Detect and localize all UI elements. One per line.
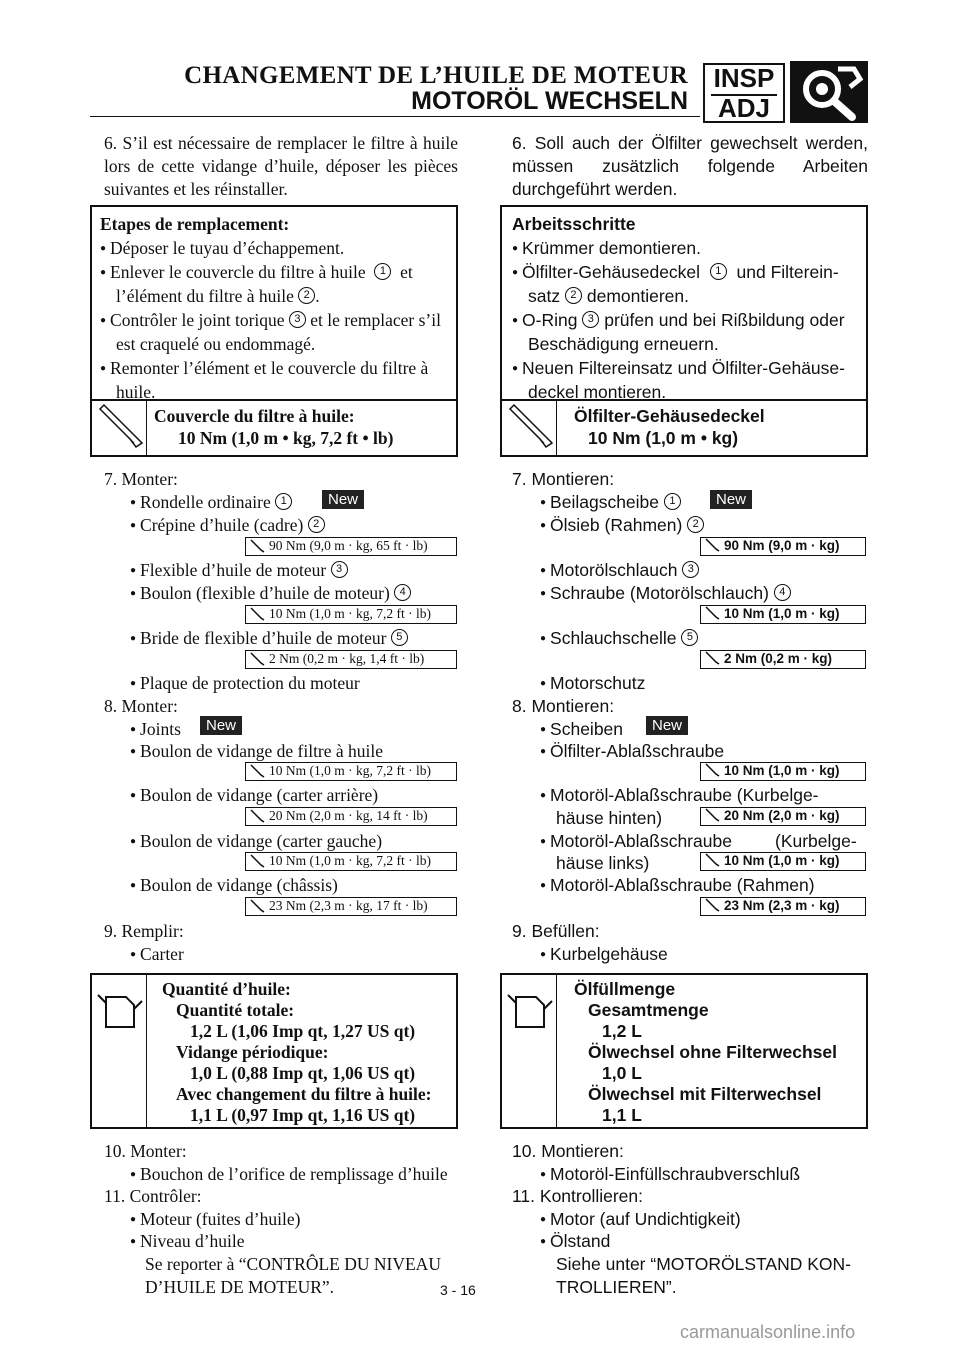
torque-badge [245, 605, 457, 624]
torque-icon [249, 539, 267, 553]
box1-item-3c-fr: est craquelé ou endommagé. [116, 334, 316, 354]
box1-item-2b-fr: et [400, 262, 413, 282]
s11-item-1-fr: ● Moteur (fuites d’huile) [130, 1208, 300, 1234]
s8-item-4c-de: häuse links) [556, 853, 650, 873]
torque-icon [249, 899, 267, 913]
step-6-fr-text: 6. S’il est nécessaire de remplacer le filtre à huile lors de cette vidange d’huile, déposer les pièces suivantes et les réinstaller. [104, 133, 458, 199]
torque-text: 90 Nm (9,0 m · kg) [724, 538, 840, 553]
callout-4: 4 [774, 584, 791, 601]
torque-text: 10 Nm (1,0 m · kg) [724, 763, 840, 778]
s11-item-2-fr: ● Niveau d’huile [130, 1230, 245, 1256]
callout-2: 2 [308, 516, 325, 533]
torque-icon [249, 809, 267, 823]
torque-text: 10 Nm (1,0 m · kg) [724, 606, 840, 621]
s7-item-5-de [540, 627, 698, 653]
s11-item-1-de: ● Motor (auf Undichtigkeit) [540, 1208, 741, 1234]
torque-badge [700, 807, 866, 826]
torque-badge [245, 537, 457, 556]
torque-wrench-icon [506, 403, 556, 453]
torque-badge [700, 762, 866, 781]
oil-line-3-de: 1,2 L [602, 1021, 642, 1041]
s9-item-de: ● Kurbelgehäuse [540, 943, 668, 969]
oil-line-4-de: Ölwechsel ohne Filterwechsel [588, 1042, 837, 1062]
box1-title-de: Arbeitsschritte [512, 214, 636, 234]
torque-icon [704, 808, 722, 822]
torque-badge [245, 807, 457, 826]
torque-wrench-icon [96, 403, 146, 453]
torque-text: 10 Nm (1,0 m · kg, 7,2 ft · lb) [269, 606, 431, 621]
step-8-de: 8. Montieren: [512, 696, 615, 716]
callout-3: 3 [289, 311, 306, 328]
oil-line-7-de: 1,1 L [602, 1105, 642, 1125]
torque-icon [704, 763, 722, 777]
replacement-steps-box-fr [90, 205, 458, 457]
oil-vdivider-fr [146, 975, 147, 1127]
s11-item-3-de: Siehe unter “MOTORÖLSTAND KON- [556, 1254, 851, 1274]
s8-item-4-de: ● Motoröl-Ablaßschraube [540, 830, 732, 856]
torque-badge [245, 897, 457, 916]
box1-item-3a-de: O-Ring [522, 310, 578, 330]
step-6-de-text: 6. Soll auch der Ölfilter gewechselt werden, müssen zusätzlich folgende Arbeiten durchgeführt werden. [512, 133, 868, 199]
oil-can-icon [96, 983, 144, 1031]
box1-item-2-fr [100, 261, 413, 287]
s7-item-4-text-de: Schraube (Motorölschlauch) [550, 583, 769, 603]
box1-item-3b-de: prüfen und bei Rißbildung oder [604, 310, 845, 330]
oil-line-7-fr: 1,1 L (0,97 Imp qt, 1,16 US qt) [190, 1105, 416, 1125]
oil-can-icon [506, 983, 554, 1031]
torque-badge [245, 852, 457, 871]
s8-item-3-fr: ● Boulon de vidange (carter arrière) [130, 784, 378, 810]
torque-text: 10 Nm (1,0 m · kg) [724, 853, 840, 868]
torque-icon [704, 538, 722, 552]
s7-item-6-de: ● Motorschutz [540, 672, 645, 698]
oil-line-2-fr: Quantité totale: [176, 1000, 295, 1020]
box1-item-2c-a-de: satz [528, 286, 561, 306]
oil-line-6-de: Ölwechsel mit Filterwechsel [588, 1084, 822, 1104]
step-8-fr: 8. Monter: [104, 696, 178, 716]
box1-item-2c-text-fr: l’élément du filtre à huile [116, 286, 294, 306]
new-tag: New [646, 716, 688, 735]
s8-item-1-de: ● Scheiben [540, 718, 623, 744]
step-9-de: 9. Befüllen: [512, 921, 600, 941]
s7-item-6-fr: ● Plaque de protection du moteur [130, 672, 360, 698]
callout-2: 2 [298, 287, 315, 304]
header-rule [90, 116, 700, 117]
callout-5: 5 [681, 629, 698, 646]
box1-item-2b-de: und Filterein- [736, 262, 839, 282]
s8-item-2-fr: ● Boulon de vidange de filtre à huile [130, 740, 383, 766]
torque-text: 2 Nm (0,2 m · kg, 1,4 ft · lb) [269, 651, 425, 666]
s7-item-1-text-de: Beilagscheibe [550, 492, 660, 512]
torque-icon [704, 606, 722, 620]
step-10-de: 10. Montieren: [512, 1141, 624, 1161]
step-11-de: 11. Kontrollieren: [512, 1186, 644, 1206]
torque-badge [245, 762, 457, 781]
step-7-fr: 7. Monter: [104, 469, 178, 489]
torque-badge [700, 650, 866, 669]
callout-2: 2 [687, 516, 704, 533]
torque-badge [245, 650, 457, 669]
callout-1: 1 [374, 263, 391, 280]
torque-title-fr: Couvercle du filtre à huile: [154, 406, 355, 426]
box1-item-3-fr [100, 309, 441, 335]
oil-line-2-de: Gesamtmenge [588, 1000, 709, 1020]
s8-item-5-fr: ● Boulon de vidange (châssis) [130, 874, 338, 900]
torque-text: 10 Nm (1,0 m · kg, 7,2 ft · lb) [269, 853, 431, 868]
oil-quantity-box-de [500, 973, 868, 1129]
insp-adj-badge [703, 63, 785, 123]
torque-title-de: Ölfilter-Gehäusedeckel [574, 406, 765, 426]
step-9-fr: 9. Remplir: [104, 921, 184, 941]
s8-item-1-fr: ● Joints [130, 718, 181, 744]
badge-bottom: ADJ [717, 93, 770, 123]
wrench-magnifier-icon [790, 61, 868, 123]
oil-line-5-fr: 1,0 L (0,88 Imp qt, 1,06 US qt) [190, 1063, 416, 1083]
torque-badge [700, 897, 866, 916]
box1-item-4b-de: deckel montieren. [528, 382, 667, 402]
callout-5: 5 [391, 629, 408, 646]
watermark: carmanualsonline.info [680, 1322, 856, 1342]
box1-item-2a-de: Ölfilter-Gehäusedeckel [522, 262, 701, 282]
box1-item-2-de [512, 261, 839, 287]
box1-item-2c-de [528, 285, 689, 308]
s8-item-4b-de: (Kurbelge- [775, 831, 857, 851]
oil-line-6-fr: Avec changement du filtre à huile: [176, 1084, 432, 1104]
s9-item-fr: ● Carter [130, 943, 184, 969]
oil-line-3-fr: 1,2 L (1,06 Imp qt, 1,27 US qt) [190, 1021, 416, 1041]
step-6-de [512, 132, 868, 201]
torque-value-fr: 10 Nm (1,0 m • kg, 7,2 ft • lb) [178, 428, 394, 448]
box1-item-4b-fr: huile. [116, 382, 156, 402]
callout-1: 1 [664, 493, 681, 510]
title-de: MOTORÖL WECHSELN [411, 87, 688, 115]
torque-icon [249, 607, 267, 621]
page-header [0, 0, 960, 130]
s7-item-4-text-fr: Boulon (flexible d’huile de moteur) [140, 583, 390, 603]
callout-4: 4 [394, 584, 411, 601]
s7-item-2-de [540, 514, 704, 540]
torque-badge [700, 852, 866, 871]
s8-item-3b-de: häuse hinten) [556, 808, 663, 828]
new-tag: New [200, 716, 242, 735]
s11-item-3-fr: Se reporter à “CONTRÔLE DU NIVEAU [145, 1254, 441, 1274]
replacement-steps-box-de [500, 205, 868, 457]
s10-item-de: ● Motoröl-Einfüllschraubverschluß [540, 1163, 800, 1189]
callout-3: 3 [582, 311, 599, 328]
torque-icon [249, 652, 267, 666]
torque-value-de: 10 Nm (1,0 m • kg) [588, 428, 739, 448]
torque-text: 23 Nm (2,3 m · kg) [724, 898, 840, 913]
step-6-fr [104, 132, 458, 201]
box1-item-1-de: ● Krümmer demontieren. [512, 237, 701, 263]
torque-icon [249, 854, 267, 868]
step-11-fr: 11. Contrôler: [104, 1186, 202, 1206]
callout-1: 1 [275, 493, 292, 510]
torque-text: 90 Nm (9,0 m · kg, 65 ft · lb) [269, 538, 428, 553]
box1-item-4-de: ● Neuen Filtereinsatz und Ölfilter-Gehäuse- [512, 357, 845, 383]
torque-badge [700, 537, 866, 556]
torque-text: 2 Nm (0,2 m · kg) [724, 651, 833, 666]
oil-line-1-de: Ölfüllmenge [574, 979, 676, 999]
box1-item-3a-fr: Contrôler le joint torique [110, 310, 285, 330]
s7-item-5-text-fr: Bride de flexible d’huile de moteur [140, 628, 387, 648]
box1-title-fr: Etapes de remplacement: [100, 214, 290, 234]
callout-3: 3 [331, 561, 348, 578]
torque-icon [249, 764, 267, 778]
callout-3: 3 [682, 561, 699, 578]
callout-1: 1 [710, 263, 727, 280]
page-number: 3 - 16 [440, 1282, 476, 1298]
badge-top: INSP [713, 63, 775, 93]
s8-item-4-fr: ● Boulon de vidange (carter gauche) [130, 830, 382, 856]
s7-item-3-text-de: Motorölschlauch [550, 560, 678, 580]
oil-line-4-fr: Vidange périodique: [176, 1042, 329, 1062]
torque-text: 20 Nm (2,0 m · kg, 14 ft · lb) [269, 808, 428, 823]
callout-2: 2 [565, 287, 582, 304]
title-fr: CHANGEMENT DE L’HUILE DE MOTEUR [184, 62, 688, 89]
box1-item-1-fr: ● Déposer le tuyau d’échappement. [100, 237, 344, 263]
new-tag: New [322, 490, 364, 509]
oil-vdivider-de [556, 975, 557, 1127]
box1-item-2c-b-de: demontieren. [586, 286, 690, 306]
s8-item-3-de: ● Motoröl-Ablaßschraube (Kurbelge- [540, 784, 819, 810]
torque-vdivider-de [556, 399, 557, 455]
oil-line-1-fr: Quantité d’huile: [162, 979, 291, 999]
oil-quantity-box-fr [90, 973, 458, 1129]
box1-item-3b-fr: et le remplacer s’il [310, 310, 441, 330]
box1-item-3c-de: Beschädigung erneuern. [528, 334, 719, 354]
s11-item-4-de: TROLLIEREN”. [556, 1277, 677, 1297]
torque-icon [704, 853, 722, 867]
new-tag: New [710, 490, 752, 509]
s7-item-2-text-fr: Crépine d’huile (cadre) [140, 515, 304, 535]
box1-item-3-de [512, 309, 845, 335]
box1-item-2a-fr: Enlever le couvercle du filtre à huile [110, 262, 366, 282]
s8-item-5-de: ● Motoröl-Ablaßschraube (Rahmen) [540, 874, 815, 900]
torque-text: 20 Nm (2,0 m · kg) [724, 808, 840, 823]
torque-icon [704, 651, 722, 665]
oil-line-5-de: 1,0 L [602, 1063, 642, 1083]
step-10-fr: 10. Monter: [104, 1141, 187, 1161]
box1-item-4-fr: ● Remonter l’élément et le couvercle du filtre à [100, 357, 428, 383]
step-7-de: 7. Montieren: [512, 469, 615, 489]
torque-badge [700, 605, 866, 624]
torque-text: 10 Nm (1,0 m · kg, 7,2 ft · lb) [269, 763, 431, 778]
s7-item-5-text-de: Schlauchschelle [550, 628, 677, 648]
s7-item-1-text-fr: Rondelle ordinaire [140, 492, 271, 512]
s8-item-2-de: ● Ölfilter-Ablaßschraube [540, 740, 724, 766]
torque-icon [704, 898, 722, 912]
torque-vdivider-fr [146, 399, 147, 455]
s7-item-2-text-de: Ölsieb (Rahmen) [550, 515, 683, 535]
s11-item-2-de: ● Ölstand [540, 1230, 610, 1256]
box1-item-2c-fr: l’élément du filtre à huile 2 . [116, 286, 320, 306]
s11-item-4-fr: D’HUILE DE MOTEUR”. [145, 1277, 335, 1297]
s7-item-3-text-fr: Flexible d’huile de moteur [140, 560, 327, 580]
torque-text: 23 Nm (2,3 m · kg, 17 ft · lb) [269, 898, 428, 913]
s10-item-fr: ● Bouchon de l’orifice de remplissage d’huile [130, 1163, 448, 1189]
